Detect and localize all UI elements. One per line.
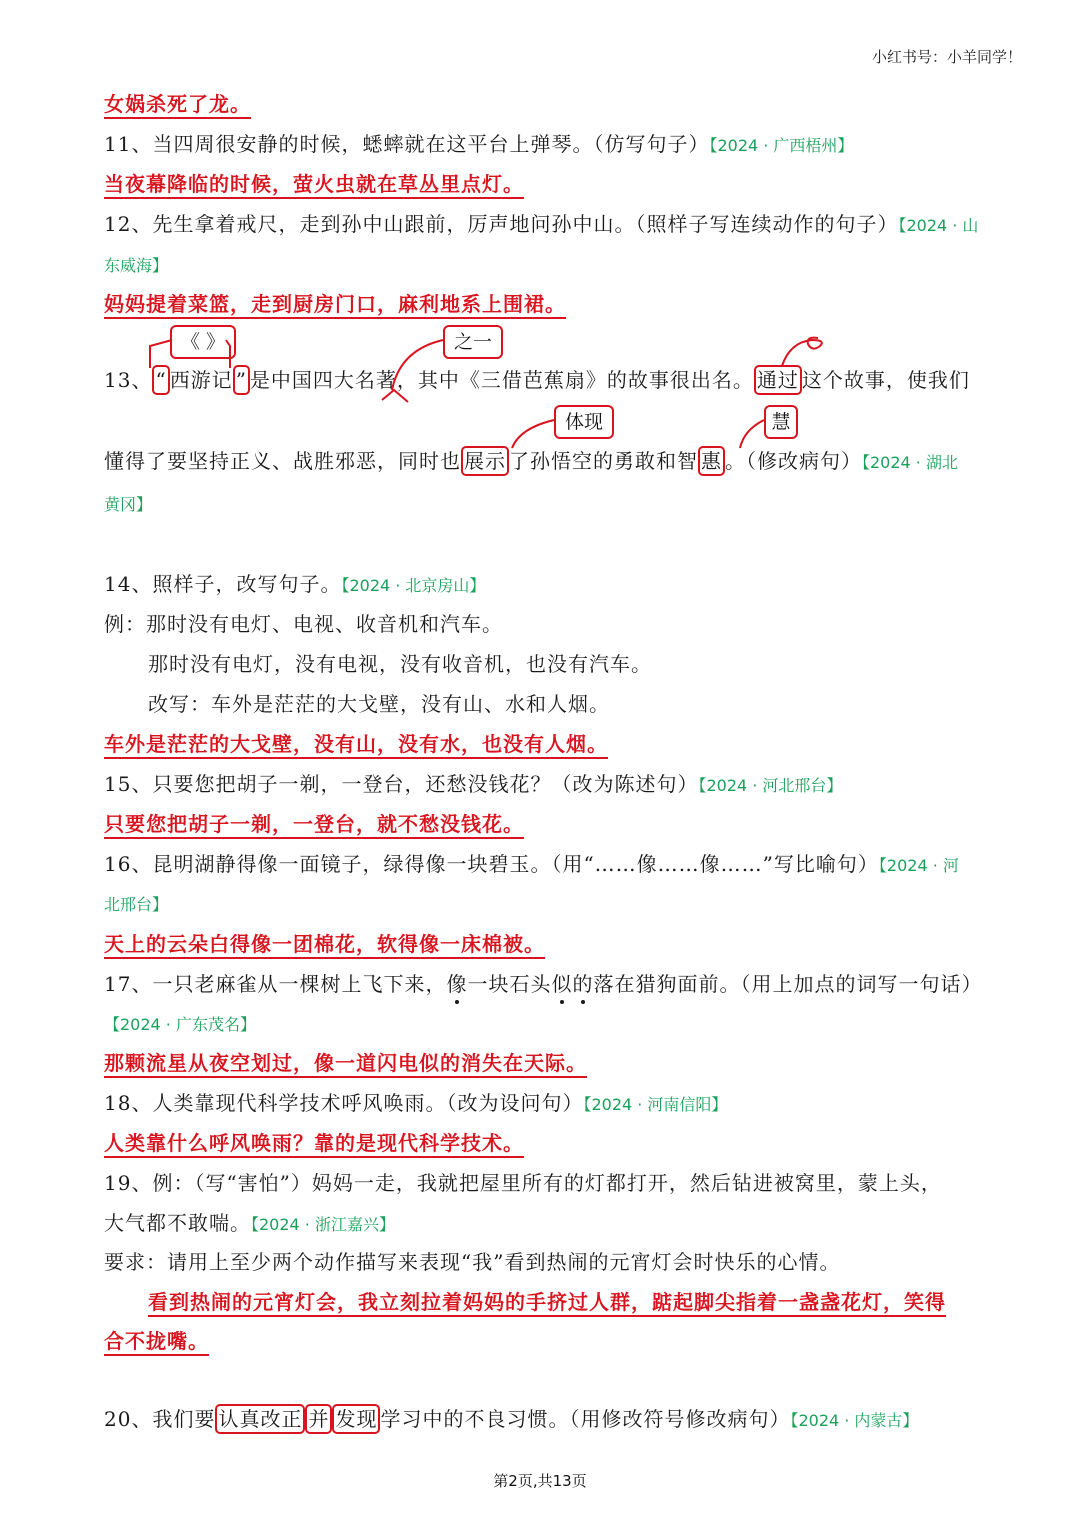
correction-callout-tixian: 体现 bbox=[554, 405, 614, 439]
answer-12: 妈妈提着菜篮，走到厨房门口，麻利地系上围裙。 bbox=[104, 292, 566, 316]
example-14-b: 那时没有电灯，没有电视，没有收音机，也没有汽车。 bbox=[148, 652, 652, 676]
mark-line bbox=[150, 340, 172, 368]
question-19-line1: 19、例：（写“害怕”）妈妈一走，我就把屋里所有的灯都打开，然后钻进被窝里，蒙上头， bbox=[104, 1171, 942, 1195]
answer-19-line2: 合不拢嘴。 bbox=[104, 1329, 209, 1353]
insert-caret bbox=[382, 390, 408, 402]
correction-box: 通过 bbox=[754, 365, 802, 395]
source-tag: 【2024 · 广西梧州】 bbox=[709, 136, 854, 155]
question-18: 18、人类靠现代科学技术呼风唤雨。（改为设问句）【2024 · 河南信阳】 bbox=[104, 1091, 728, 1115]
source-tag: 【2024 · 河南信阳】 bbox=[583, 1095, 728, 1114]
question-15: 15、只要您把胡子一剃，一登台，还愁没钱花？（改为陈述句）【2024 · 河北邢台】 bbox=[104, 772, 843, 796]
question-13-line1: 13、 “ 西游记 ” 是中国四大名著，其中《三借芭蕉扇》的故事很出名。 通过 这个故事，使我们 bbox=[104, 365, 970, 395]
example-14-a: 例：那时没有电灯、电视、收音机和汽车。 bbox=[104, 612, 503, 636]
source-tag: 【2024 · 广东茂名】 bbox=[104, 1015, 256, 1034]
correction-marks bbox=[0, 0, 1080, 560]
question-19-line2: 大气都不敢喘。【2024 · 浙江嘉兴】 bbox=[104, 1211, 395, 1235]
source-tag: 【2024 · 浙江嘉兴】 bbox=[251, 1215, 395, 1234]
source-tag-cont: 东威海】 bbox=[104, 256, 169, 275]
page-number: 第2页,共13页 bbox=[493, 1472, 587, 1490]
question-14: 14、照样子，改写句子。【2024 · 北京房山】 bbox=[104, 572, 486, 596]
source-tag: 【2024 · 内蒙古】 bbox=[790, 1411, 919, 1430]
answer-19-line1: 看到热闹的元宵灯会，我立刻拉着妈妈的手挤过人群，踮起脚尖指着一盏盏花灯，笑得 bbox=[148, 1290, 946, 1314]
answer-10: 女娲杀死了龙。 bbox=[104, 92, 251, 116]
source-tag-cont: 黄冈】 bbox=[104, 495, 153, 514]
mark-line bbox=[392, 340, 443, 390]
source-tag: 【2024 · 山 bbox=[898, 216, 979, 235]
answer-16: 天上的云朵白得像一团棉花，软得像一床棉被。 bbox=[104, 932, 545, 956]
rewrite-14: 改写：车外是茫茫的大戈壁，没有山、水和人烟。 bbox=[148, 692, 610, 716]
question-13-line2: 懂得了要坚持正义、战胜邪恶，同时也 展示 了孙悟空的勇敢和智 惠 。（修改病句）【2024 · 湖北 bbox=[104, 446, 958, 478]
answer-14: 车外是茫茫的大戈壁，没有山，没有水，也没有人烟。 bbox=[104, 732, 608, 756]
question-16: 16、昆明湖静得像一面镜子，绿得像一块碧玉。（用“……像……像……”写比喻句）【2024 · 河 bbox=[104, 852, 959, 876]
source-tag: 【2024 · 河 bbox=[878, 856, 959, 875]
mark-line bbox=[226, 340, 230, 368]
emphasis-dot-char: 似 bbox=[551, 968, 572, 997]
answer-17: 那颗流星从夜空划过，像一道闪电似的消失在天际。 bbox=[104, 1051, 587, 1075]
correction-callout-zhiyi: 之一 bbox=[443, 325, 503, 359]
correction-box: 惠 bbox=[698, 446, 725, 476]
answer-18: 人类靠什么呼风唤雨？靠的是现代科学技术。 bbox=[104, 1131, 524, 1155]
source-watermark: 小红书号：小羊同学！ bbox=[871, 48, 1022, 66]
correction-box: “ bbox=[152, 365, 169, 395]
correction-callout-hui: 慧 bbox=[764, 405, 798, 439]
source-tag: 【2024 · 北京房山】 bbox=[341, 576, 486, 595]
correction-callout-book-marks: 《 》 bbox=[170, 325, 236, 359]
question-17: 17、一只老麻雀从一棵树上飞下来，像一块石头似的落在猎狗面前。（用上加点的词写一句话） bbox=[104, 968, 982, 997]
swap-loop bbox=[782, 338, 822, 366]
mark-line bbox=[512, 420, 554, 448]
answer-11: 当夜幕降临的时候，萤火虫就在草丛里点灯。 bbox=[104, 172, 524, 196]
question-19-requirement: 要求：请用上至少两个动作描写来表现“我”看到热闹的元宵灯会时快乐的心情。 bbox=[104, 1250, 841, 1274]
correction-box: ” bbox=[233, 365, 250, 395]
answer-15: 只要您把胡子一剃，一登台，就不愁没钱花。 bbox=[104, 812, 524, 836]
correction-box: 发现 bbox=[332, 1404, 380, 1434]
correction-box: 认真改正 bbox=[215, 1404, 305, 1434]
source-tag: 【2024 · 河北邢台】 bbox=[698, 776, 843, 795]
question-20: 20、我们要 认真改正 并 发现 学习中的不良习惯。（用修改符号修改病句）【2024 · 内蒙古】 bbox=[104, 1404, 918, 1436]
emphasis-dot-char: 像 bbox=[446, 968, 467, 997]
emphasis-dot-char: 的 bbox=[572, 968, 593, 997]
correction-box: 展示 bbox=[461, 446, 509, 476]
source-tag-cont: 北邢台】 bbox=[104, 895, 169, 914]
question-11: 11、当四周很安静的时候，蟋蟀就在这平台上弹琴。（仿写句子）【2024 · 广西梧州】 bbox=[104, 132, 854, 156]
mark-line bbox=[740, 420, 764, 448]
source-tag: 【2024 · 湖北 bbox=[862, 453, 958, 472]
correction-box: 并 bbox=[305, 1404, 332, 1434]
question-12: 12、先生拿着戒尺，走到孙中山跟前，厉声地问孙中山。（照样子写连续动作的句子）【2024 · 山 bbox=[104, 212, 979, 236]
